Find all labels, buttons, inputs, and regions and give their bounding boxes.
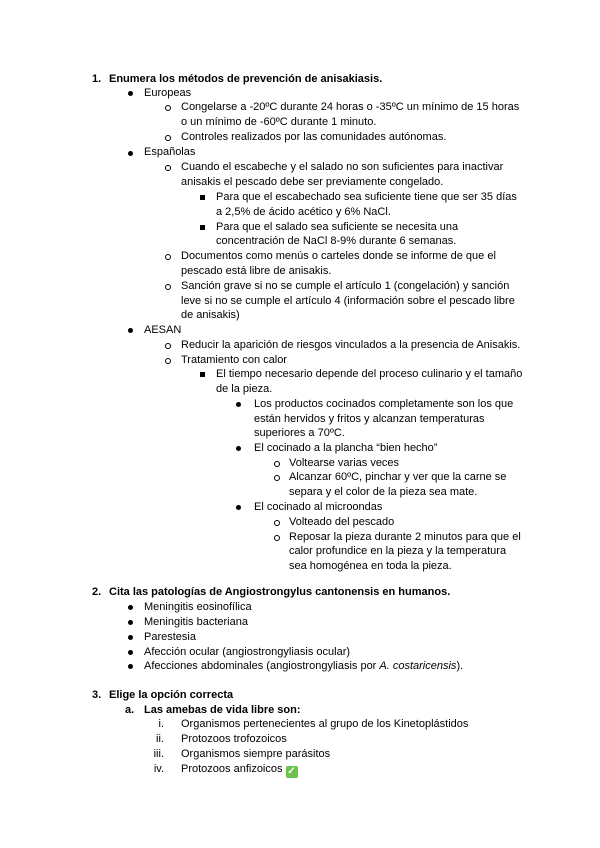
bullet-circle	[165, 284, 171, 290]
q3-option-marker: i.	[158, 718, 164, 730]
bullet-circle	[165, 105, 171, 111]
q1-europeas-item1-l2: o un mínimo de -60ºC durante 1 minuto.	[181, 116, 377, 128]
q3-title: Elige la opción correcta	[109, 689, 234, 701]
q1-espanolas-sub1-l2: a 2,5% de ácido acético y 6% NaCl.	[216, 206, 391, 218]
q1-aesan-p3: El cocinado al microondas	[254, 501, 383, 513]
bullet-disc	[128, 328, 133, 333]
q1-aesan-p2a: Voltearse varias veces	[289, 457, 400, 469]
bullet-disc	[236, 446, 241, 451]
q1-aesan-item2: Tratamiento con calor	[181, 354, 287, 366]
bullet-disc	[128, 664, 133, 669]
bullet-disc	[128, 605, 133, 610]
q3-option-marker: ii.	[156, 733, 164, 745]
q1-espanolas-item2-l2: pescado está libre de anisakis.	[181, 265, 332, 277]
q1-europeas-item1-l1: Congelarse a -20ºC durante 24 horas o -35ºC un mínimo de 15 horas	[181, 101, 520, 113]
q3-option-correct[interactable]	[181, 762, 298, 778]
q1-aesan-label: AESAN	[144, 324, 182, 336]
q2-last-suffix: ).	[456, 660, 464, 672]
q2-item: Afección ocular (angiostrongyliasis ocular)	[144, 646, 351, 658]
q1-title: Enumera los métodos de prevención de anisakiasis.	[109, 73, 383, 85]
q1-aesan-sub1-l2: de la pieza.	[216, 383, 273, 395]
q3-option[interactable]: Protozoos trofozoicos	[181, 733, 287, 745]
q2-last-italic: A. costaricensis	[379, 660, 457, 672]
bullet-circle	[274, 475, 280, 481]
bullet-square	[200, 195, 205, 200]
q3-option[interactable]: Organismos siempre parásitos	[181, 748, 331, 760]
bullet-disc	[128, 635, 133, 640]
bullet-disc	[128, 620, 133, 625]
q3-sub-title: Las amebas de vida libre son:	[144, 704, 301, 716]
q1-aesan-p3a: Volteado del pescado	[289, 516, 395, 528]
q1-aesan-p1-l1: Los productos cocinados completamente son los que	[254, 398, 514, 410]
q1-espanolas-item2-l1: Documentos como menús o carteles donde se informe de que el	[181, 250, 496, 262]
q1-aesan-p3b-l1: Reposar la pieza durante 2 minutos para que el	[289, 531, 521, 543]
bullet-disc	[128, 151, 133, 156]
bullet-circle	[165, 165, 171, 171]
q1-espanolas-item1-l2: anisakis el pescado debe ser previamente congelado.	[181, 176, 444, 188]
q3-option[interactable]: Organismos pertenecientes al grupo de los Kinetoplástidos	[181, 718, 469, 730]
bullet-circle	[165, 343, 171, 349]
q1-aesan-p1-l2: están hervidos y fritos y alcanzan temperaturas	[254, 413, 485, 425]
q1-espanolas-item3-l1: Sanción grave si no se cumple el artículo 1 (congelación) y sanción	[181, 280, 510, 292]
bullet-circle	[165, 358, 171, 364]
q1-aesan-p3b-l2: calor profundice en la pieza y la temperatura	[289, 545, 507, 557]
q1-espanolas-item3-l3: de anisakis)	[181, 309, 240, 321]
bullet-circle	[274, 461, 280, 467]
q1-aesan-p2b-l2: separa y el color de la pieza sea mate.	[289, 486, 478, 498]
q1-aesan-p2: El cocinado a la plancha “bien hecho”	[254, 442, 438, 454]
q3-sub-marker: a.	[125, 704, 135, 716]
q1-aesan-p1-l3: superiores a 70ºC.	[254, 427, 345, 439]
q1-espanolas-sub2-l2: concentración de NaCl 8-9% durante 6 semanas.	[216, 235, 457, 247]
q3-option-marker: iii.	[153, 748, 164, 760]
bullet-square	[200, 225, 205, 230]
q1-espanolas-item3-l2: leve si no se cumple el artículo 4 (información sobre el pescado libre	[181, 295, 515, 307]
q1-aesan-item1: Reducir la aparición de riesgos vinculados a la presencia de Anisakis.	[181, 339, 521, 351]
bullet-disc	[236, 505, 241, 510]
q3-option-text: Protozoos anfizoicos	[181, 763, 283, 775]
q2-item: Meningitis eosinofílica	[144, 601, 252, 613]
q1-espanolas-sub2-l1: Para que el salado sea suficiente se necesita una	[216, 221, 459, 233]
bullet-disc	[128, 91, 133, 96]
q2-last-prefix: Afecciones abdominales (angiostrongyliasis por	[144, 660, 380, 672]
q1-espanolas-item1-l1: Cuando el escabeche y el salado no son suficientes para inactivar	[181, 161, 504, 173]
q2-number: 2.	[92, 586, 102, 598]
q2-item-last	[144, 659, 463, 673]
q1-europeas-label: Europeas	[144, 87, 192, 99]
bullet-circle	[165, 135, 171, 141]
q1-aesan-sub1-l1: El tiempo necesario depende del proceso culinario y el tamaño	[216, 368, 523, 380]
bullet-circle	[274, 520, 280, 526]
q3-option-marker: iv.	[153, 763, 164, 775]
q2-title: Cita las patologías de Angiostrongylus cantonensis en humanos.	[109, 586, 451, 598]
bullet-square	[200, 372, 205, 377]
q1-number: 1.	[92, 73, 102, 85]
q1-espanolas-sub1-l1: Para que el escabechado sea suficiente tiene que ser 35 días	[216, 191, 517, 203]
q1-europeas-item2: Controles realizados por las comunidades autónomas.	[181, 131, 447, 143]
bullet-disc	[128, 650, 133, 655]
q1-espanolas-label: Españolas	[144, 146, 196, 158]
bullet-circle	[274, 535, 280, 541]
bullet-disc	[236, 402, 241, 407]
q2-item: Parestesia	[144, 631, 196, 643]
bullet-circle	[165, 254, 171, 260]
q1-aesan-p2b-l1: Alcanzar 60ºC, pinchar y ver que la carne se	[289, 471, 507, 483]
q3-number: 3.	[92, 689, 102, 701]
q1-aesan-p3b-l3: sea homogénea en toda la pieza.	[289, 560, 452, 572]
q2-item: Meningitis bacteriana	[144, 616, 248, 628]
check-mark-icon: ✓	[287, 766, 296, 777]
